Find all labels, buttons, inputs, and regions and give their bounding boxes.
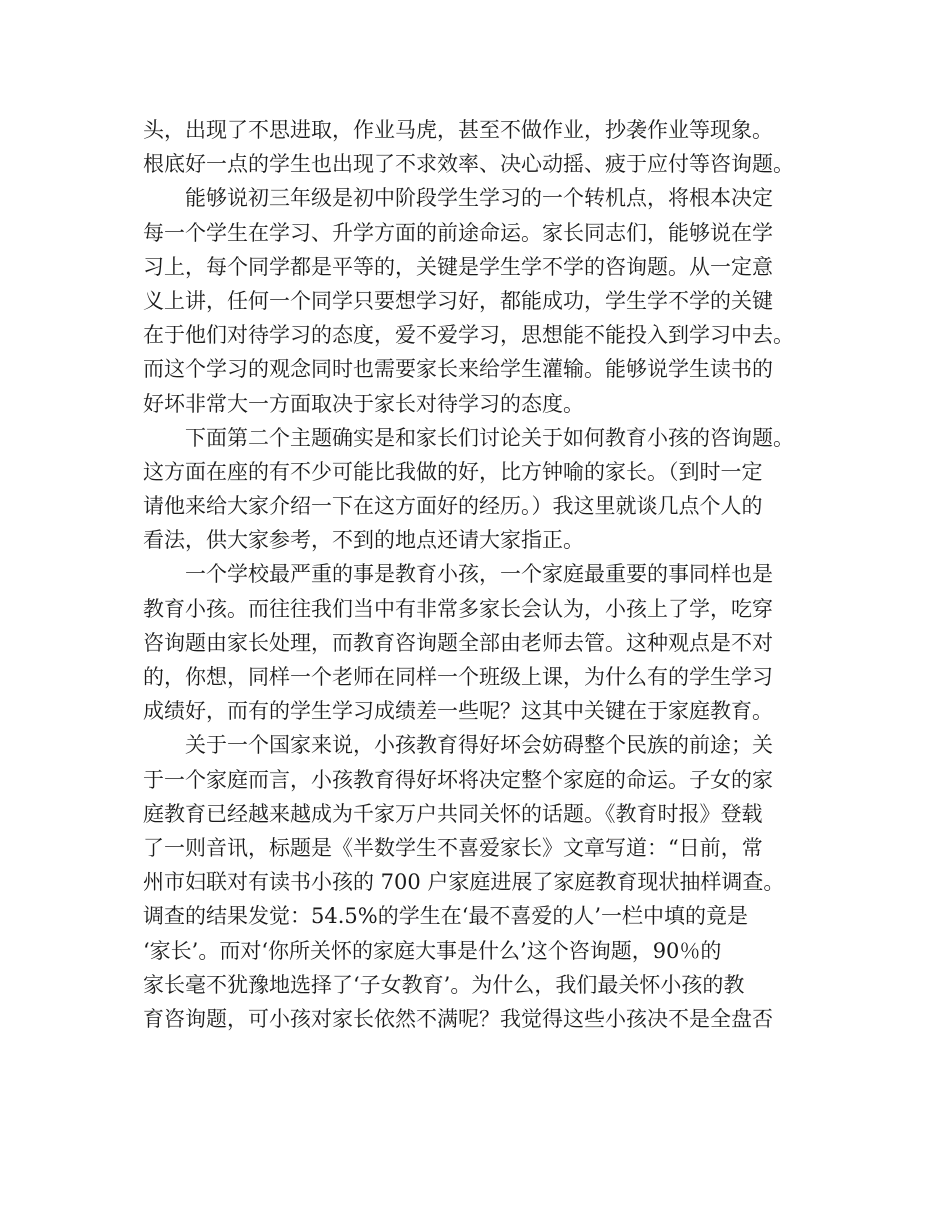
text-line: 家长毫不犹豫地选择了‘子女教育’。为什么，我们最关怀小孩的教 bbox=[143, 972, 745, 997]
text-line: 根底好一点的学生也出现了不求效率、决心动摇、疲于应付等咨询题。 bbox=[143, 152, 794, 177]
text-line: 请他来给大家介绍一下在这方面好的经历。）我这里就谈几点个人的 bbox=[143, 494, 763, 519]
text-line: 能够说初三年级是初中阶段学生学习的一个转机点，将根本决定 bbox=[185, 186, 773, 211]
text-line: 的，你想，同样一个老师在同样一个班级上课，为什么有的学生学习 bbox=[143, 665, 773, 689]
text-line: 而这个学习的观念同时也需要家长来给学生灌输。能够说学生读书的 bbox=[143, 357, 773, 382]
text-line: 下面第二个主题确实是和家长们讨论关于如何教育小孩的咨询题。 bbox=[185, 425, 794, 450]
text-line: 了一则音讯，标题是《半数学生不喜爱家长》文章写道：“日前，常 bbox=[143, 835, 763, 860]
text-line: 关于一个国家来说，小孩教育得好坏会妨碍整个民族的前途；关 bbox=[185, 733, 773, 758]
body-text bbox=[143, 113, 823, 1036]
text-line: 咨询题由家长处理，而教育咨询题全部由老师去管。这种观点是不对 bbox=[143, 630, 773, 655]
text-line: 好坏非常大一方面取决于家长对待学习的态度。 bbox=[143, 391, 584, 416]
text-line: ‘家长’。而对‘你所关怀的家庭大事是什么’这个咨询题，90％的 bbox=[143, 938, 722, 963]
text-line: 育咨询题，可小孩对家长依然不满呢？我觉得这些小孩决不是全盘否 bbox=[143, 1006, 773, 1031]
text-line: 于一个家庭而言，小孩教育得好坏将决定整个家庭的命运。子女的家 bbox=[143, 767, 773, 792]
text-line: 教育小孩。而往往我们当中有非常多家长会认为，小孩上了学，吃穿 bbox=[143, 596, 773, 621]
text-line: 看法，供大家参考，不到的地点还请大家指正。 bbox=[143, 528, 584, 553]
text-line: 在于他们对待学习的态度，爱不爱学习，思想能不能投入到学习中去。 bbox=[143, 323, 794, 348]
text-line: 这方面在座的有不少可能比我做的好，比方钟喻的家长。（到时一定 bbox=[143, 459, 763, 484]
text-line: 一个学校最严重的事是教育小孩，一个家庭最重要的事同样也是 bbox=[185, 562, 773, 587]
text-line: 庭教育已经越来越成为千家万户共同关怀的话题。《教育时报》登载 bbox=[143, 801, 763, 826]
text-line: 州市妇联对有读书小孩的 700 户家庭进展了家庭教育现状抽样调查。 bbox=[143, 870, 785, 895]
text-line: 调查的结果发觉：54.5%的学生在‘最不喜爱的人’一栏中填的竟是 bbox=[143, 904, 749, 929]
text-line: 成绩好，而有的学生学习成绩差一些呢？这其中关键在于家庭教育。 bbox=[143, 699, 773, 724]
text-line: 头，出现了不思进取，作业马虎，甚至不做作业，抄袭作业等现象。 bbox=[143, 118, 773, 142]
text-line: 每一个学生在学习、升学方面的前途命运。家长同志们，能够说在学 bbox=[143, 220, 773, 245]
text-line: 习上，每个同学都是平等的，关键是学生学不学的咨询题。从一定意 bbox=[143, 254, 773, 279]
text-line: 义上讲，任何一个同学只要想学习好，都能成功，学生学不学的关键 bbox=[143, 288, 773, 313]
